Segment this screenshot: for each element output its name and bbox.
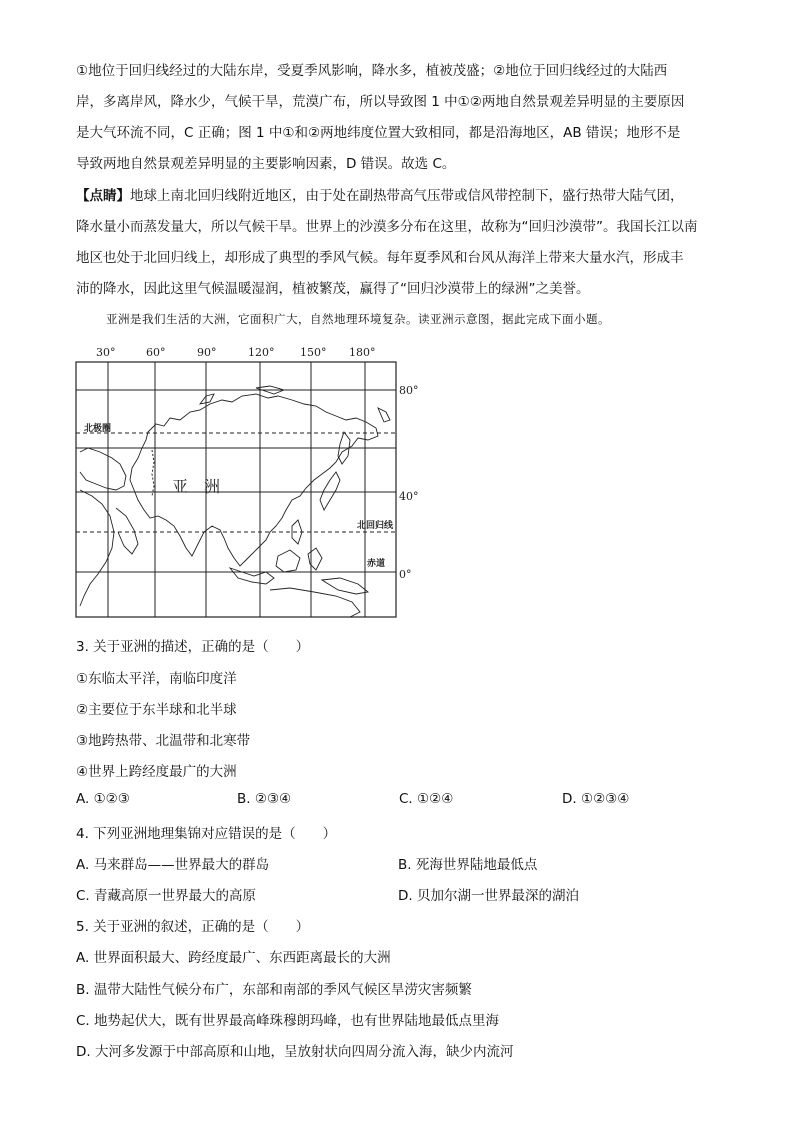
coastline [80,386,390,617]
continent-label: 亚 洲 [172,477,221,496]
lon-label: 60° [146,346,166,359]
statement: ②主要位于东半球和北半球 [76,702,237,718]
option-c[interactable]: C. 青藏高原一世界最大的高原 [76,888,257,904]
tip-paragraph [76,181,718,305]
option-d[interactable]: D. 贝加尔湖一世界最深的湖泊 [398,888,579,904]
option-a[interactable]: A. 马来群岛——世界最大的群岛 [76,857,270,873]
lon-label: 180° [349,346,376,359]
map-frame [76,362,396,617]
tropic-of-cancer-label: 北回归线 [357,521,394,531]
lat-label: 40° [399,490,419,503]
question-intro: 亚洲是我们生活的大洲，它面积广大，自然地理环境复杂。读亚洲示意图，据此完成下面小题。 [106,312,610,326]
text-line: 地区也处于北回归线上，却形成了典型的季风气候。每年夏季风和台风从海洋上带来大量水汽，形成丰 [76,250,684,266]
text-line: ①地位于回归线经过的大陆东岸，受夏季风影响，降水多，植被茂盛；②地位于回归线经过的大陆西 [76,63,668,79]
option-b[interactable]: B. 死海世界陆地最低点 [398,857,538,873]
option-d[interactable]: D. ①②③④ [562,791,630,807]
lon-label: 90° [197,346,217,359]
lat-label: 80° [399,384,419,397]
text-line: 降水量小而蒸发量大，所以气候干旱。世界上的沙漠多分布在这里，故称为“回归沙漠带”。我国长江以南 [76,219,698,235]
question-4-stem: 4. 下列亚洲地理集锦对应错误的是（ ） [76,826,337,842]
text-line: 沛的降水，因此这里气候温暖湿润，植被繁茂，赢得了“回归沙漠带上的绿洲”之美誉。 [76,281,590,297]
option-c[interactable]: C. 地势起伏大，既有世界最高峰珠穆朗玛峰，也有世界陆地最低点里海 [76,1013,500,1029]
tip-label: 【点睛】 [76,188,130,204]
option-a[interactable]: A. 世界面积最大、跨经度最广、东西距离最长的大洲 [76,950,391,966]
europe-asia-boundary [152,450,154,496]
lon-label: 120° [248,346,275,359]
question-5-stem: 5. 关于亚洲的叙述，正确的是（ ） [76,919,310,935]
statement: ④世界上跨经度最广的大洲 [76,764,237,780]
asia-map [60,340,432,625]
equator-label: 赤道 [367,559,386,569]
option-d[interactable]: D. 大河多发源于中部高原和山地，呈放射状向四周分流入海，缺少内流河 [76,1044,514,1060]
text-line: 是大气环流不同，C 正确；图 1 中①和②两地纬度位置大致相同，都是沿海地区，AB 错误；地形不是 [76,125,681,141]
statement: ①东临太平洋，南临印度洋 [76,671,237,687]
tip-text: 地球上南北回归线附近地区，由于处在副热带高气压带或信风带控制下，盛行热带大陆气团， [130,188,684,204]
option-b[interactable]: B. ②③④ [237,791,292,807]
option-a[interactable]: A. ①②③ [76,791,130,807]
option-c[interactable]: C. ①②④ [399,791,454,807]
text-line [76,181,718,212]
lon-label: 150° [300,346,327,359]
text-line: 导致两地自然景观差异明显的主要影响因素，D 错误。故选 C。 [76,156,456,172]
arctic-circle-label: 北极圈 [84,424,112,434]
explanation-paragraph [76,56,718,180]
statement: ③地跨热带、北温带和北寒带 [76,733,251,749]
text-line: 岸，多离岸风，降水少，气候干旱，荒漠广布，所以导致图 1 中①②两地自然景观差异明显的主要原因 [76,94,685,110]
option-b[interactable]: B. 温带大陆性气候分布广，东部和南部的季风气候区旱涝灾害频繁 [76,982,472,998]
meridian-lines [108,362,365,617]
parallel-lines [76,390,396,572]
question-3-stem: 3. 关于亚洲的描述，正确的是（ ） [76,639,310,655]
lon-label: 30° [96,346,116,359]
lat-label: 0° [399,568,412,581]
